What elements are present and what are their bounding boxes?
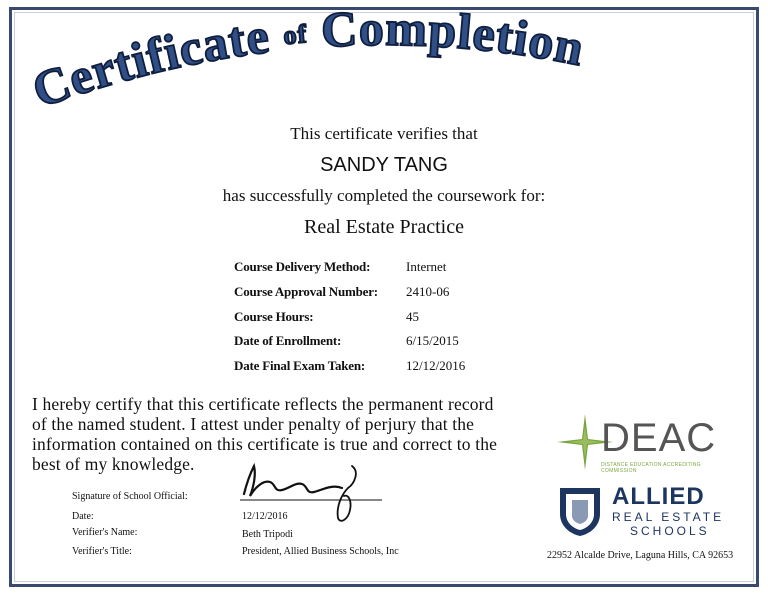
school-address: 22952 Alcalde Drive, Laguna Hills, CA 92653 (547, 550, 734, 561)
title-word-certificate: Certificate (25, 7, 273, 119)
title-word-of: of (282, 19, 309, 51)
verifies-text: This certificate verifies that (290, 124, 478, 143)
verifier-name-label: Verifier's Name: (72, 527, 138, 538)
verifier-title-value: President, Allied Business Schools, Inc (242, 546, 399, 557)
deac-subtitle: DISTANCE EDUCATION ACCREDITING COMMISSION (601, 462, 701, 474)
detail-value: 45 (406, 309, 419, 324)
verifier-name-value: Beth Tripodi (242, 529, 293, 540)
detail-value: 6/15/2015 (406, 333, 459, 348)
svg-text:Certificate of Com (25, 0, 589, 118)
attestation-line: information contained on this certificate is true and correct to the (32, 434, 498, 454)
detail-label: Date Final Exam Taken: (234, 358, 366, 373)
deac-logo (555, 412, 735, 474)
attestation-line: of the named student. I attest under penalty of perjury that the (32, 414, 475, 434)
detail-label: Course Approval Number: (234, 284, 378, 299)
course-name: Real Estate Practice (304, 216, 464, 238)
completed-text: has successfully completed the coursework for: (222, 186, 546, 205)
detail-value: Internet (406, 259, 447, 274)
detail-label: Course Delivery Method: (234, 259, 371, 274)
student-name: SANDY TANG (320, 154, 448, 176)
detail-label: Date of Enrollment: (234, 333, 342, 348)
allied-shield-icon (558, 486, 602, 538)
detail-value: 2410-06 (406, 284, 450, 299)
date-label: Date: (72, 511, 94, 522)
allied-subtitle-2: SCHOOLS (630, 524, 710, 538)
title-word-completion: Completion (319, 0, 590, 77)
certificate-title (0, 0, 768, 130)
signature-label: Signature of School Official: (72, 491, 188, 502)
date-value: 12/12/2016 (242, 511, 288, 522)
attestation-line: I hereby certify that this certificate reflects the permanent record (32, 394, 494, 414)
allied-logo (558, 484, 734, 544)
allied-subtitle-1: REAL ESTATE (612, 510, 725, 524)
detail-value: 12/12/2016 (406, 358, 466, 373)
verifier-title-label: Verifier's Title: (72, 546, 132, 557)
attestation-line: best of my knowledge. (32, 454, 195, 474)
detail-label: Course Hours: (234, 309, 314, 324)
deac-text: DEAC (601, 416, 717, 460)
allied-name: ALLIED (612, 483, 705, 510)
